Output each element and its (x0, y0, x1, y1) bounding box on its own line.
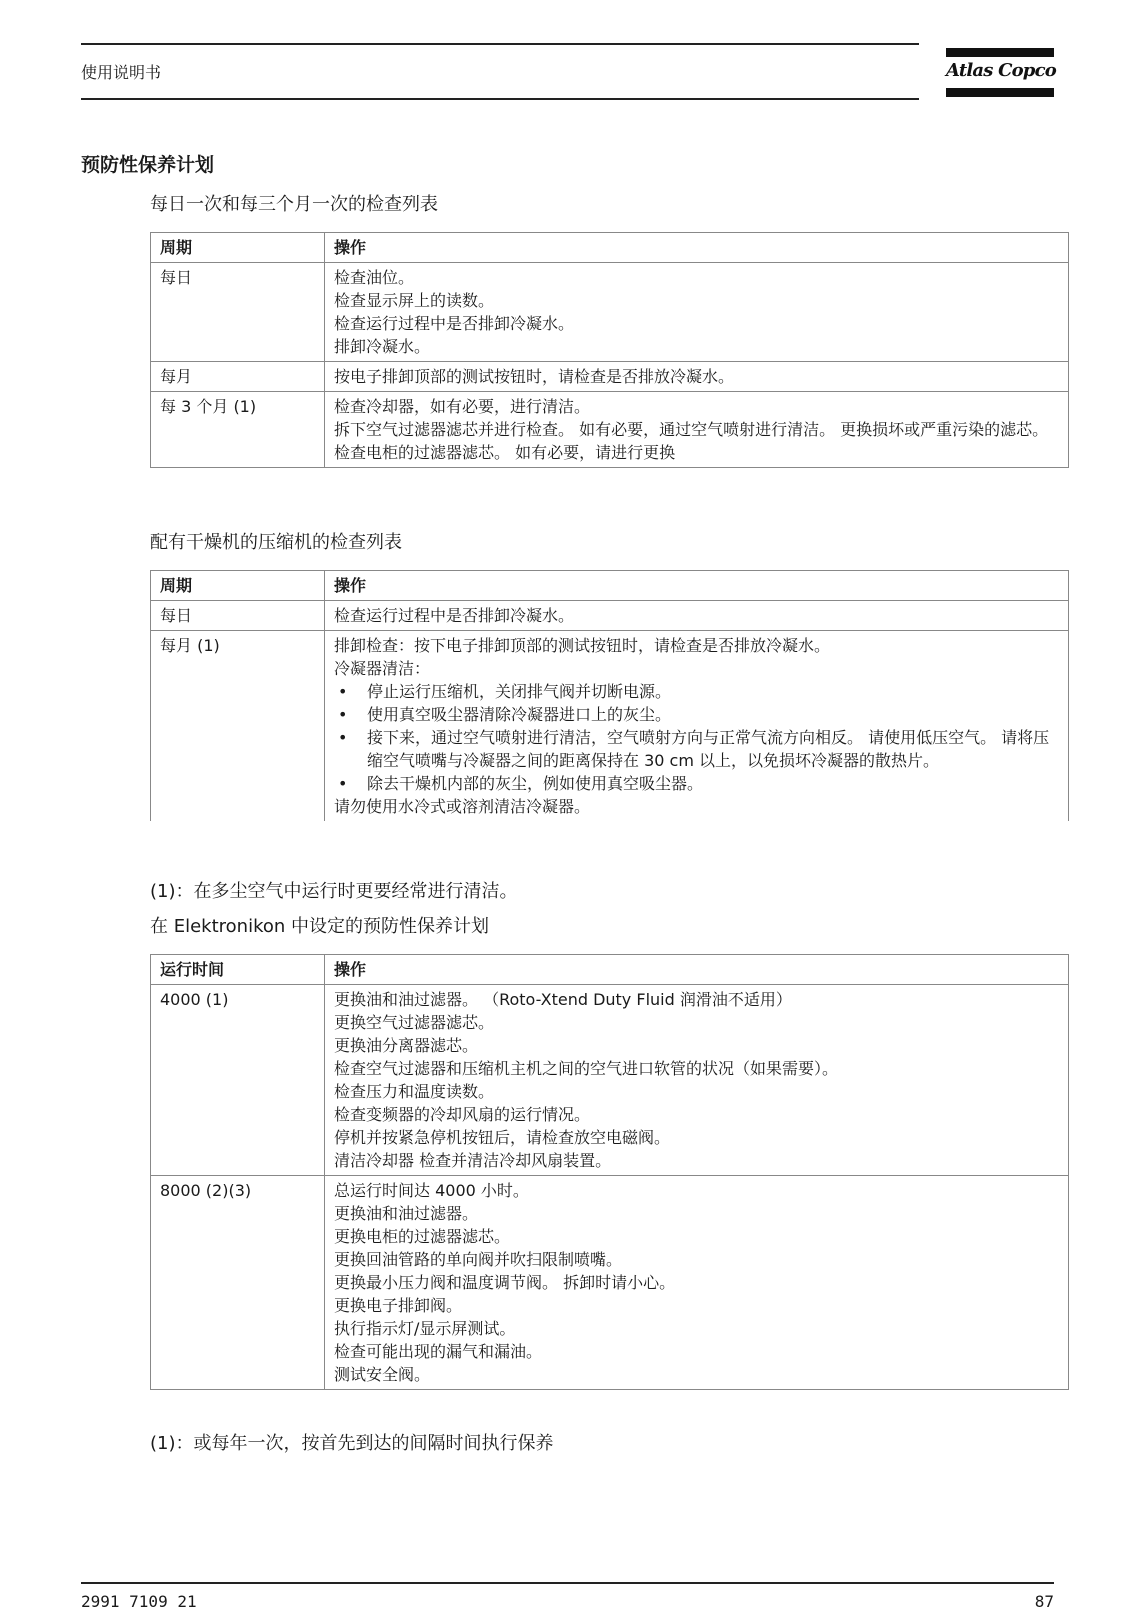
period-cell: 每日 (151, 601, 325, 631)
action-line: 检查压力和温度读数。 (334, 1082, 495, 1101)
bullet-dot-icon: • (338, 774, 348, 793)
bullet-item (334, 703, 1061, 726)
action-line: 更换油分离器滤芯。 (334, 1036, 479, 1055)
table-header-row (151, 955, 1069, 985)
table-row (151, 392, 1069, 468)
logo-bottom-bar (946, 88, 1054, 97)
action-line: 检查油位。 (334, 268, 415, 287)
action-line: 更换油和油过滤器。 (334, 1204, 479, 1223)
action-line: 请勿使用水冷式或溶剂清洁冷凝器。 (334, 797, 591, 816)
column-header-action: 操作 (325, 571, 1069, 601)
atlas-copco-logo (946, 48, 1054, 100)
action-cell (325, 985, 1069, 1176)
action-line: 总运行时间达 4000 小时。 (334, 1181, 529, 1200)
action-line: 更换最小压力阀和温度调节阀。 拆卸时请小心。 (334, 1273, 676, 1292)
table-row (151, 985, 1069, 1176)
dryer-compressor-checklist-table (150, 570, 1069, 821)
action-line: 执行指示灯/显示屏测试。 (334, 1319, 516, 1338)
action-line: 更换电子排卸阀。 (334, 1296, 463, 1315)
bullet-text: 接下来，通过空气喷射进行清洁，空气喷射方向与正常气流方向相反。 请使用低压空气。 请将压缩空气喷嘴与冷凝器之间的距离保持在 30 cm 以上，以免损坏冷凝器的散热片。 (367, 728, 1050, 770)
action-line: 测试安全阀。 (334, 1365, 431, 1384)
bullet-dot-icon: • (338, 705, 348, 724)
daily-quarterly-checklist-table (150, 232, 1069, 468)
period-cell: 8000 (2)(3) (151, 1176, 325, 1390)
table-row (151, 601, 1069, 631)
footnote-dusty-air: (1)：在多尘空气中运行时更要经常进行清洁。 (150, 881, 518, 902)
period-cell: 每日 (151, 263, 325, 362)
column-header-period: 周期 (151, 233, 325, 263)
period-cell: 4000 (1) (151, 985, 325, 1176)
action-line: 拆下空气过滤器滤芯并进行检查。 如有必要，通过空气喷射进行清洁。 更换损坏或严重污染的滤芯。 (334, 420, 1049, 439)
header-top-rule (81, 43, 919, 45)
period-cell: 每 3 个月 (1) (151, 392, 325, 468)
bullet-text: 使用真空吸尘器清除冷凝器进口上的灰尘。 (367, 705, 672, 724)
bullet-item (334, 772, 1061, 795)
bullet-dot-icon: • (338, 728, 348, 747)
column-header-action: 操作 (325, 955, 1069, 985)
action-line: 检查冷却器，如有必要，进行清洁。 (334, 397, 591, 416)
column-header-running-hours: 运行时间 (151, 955, 325, 985)
bullet-item (334, 680, 1061, 703)
section-title: 预防性保养计划 (81, 154, 215, 176)
action-line: 冷凝器清洁： (334, 659, 431, 678)
table-row (151, 1176, 1069, 1390)
action-line: 清洁冷却器 检查并清洁冷却风扇装置。 (334, 1151, 612, 1170)
column-header-period: 周期 (151, 571, 325, 601)
table-row (151, 263, 1069, 362)
action-line: 检查电柜的过滤器滤芯。 如有必要，请进行更换 (334, 443, 676, 462)
action-line: 更换油和油过滤器。 （Roto-Xtend Duty Fluid 润滑油不适用） (334, 990, 792, 1009)
table-row (151, 631, 1069, 822)
footer-rule (81, 1582, 1054, 1584)
action-line: 排卸检查：按下电子排卸顶部的测试按钮时，请检查是否排放冷凝水。 (334, 636, 831, 655)
action-cell (325, 1176, 1069, 1390)
table-row (151, 362, 1069, 392)
action-line: 更换回油管路的单向阀并吹扫限制喷嘴。 (334, 1250, 623, 1269)
action-line: 检查显示屏上的读数。 (334, 291, 495, 310)
table-header-row (151, 233, 1069, 263)
action-cell: 检查运行过程中是否排卸冷凝水。 (325, 601, 1069, 631)
action-line: 检查可能出现的漏气和漏油。 (334, 1342, 543, 1361)
column-header-action: 操作 (325, 233, 1069, 263)
action-line: 按电子排卸顶部的测试按钮时，请检查是否排放冷凝水。 (334, 367, 735, 386)
document-header-title: 使用说明书 (81, 63, 162, 82)
page-number: 87 (1034, 1592, 1054, 1611)
action-line: 更换电柜的过滤器滤芯。 (334, 1227, 511, 1246)
action-cell (325, 263, 1069, 362)
action-line: 检查空气过滤器和压缩机主机之间的空气进口软管的状况（如果需要）。 (334, 1059, 839, 1078)
action-line: 更换空气过滤器滤芯。 (334, 1013, 495, 1032)
elektronikon-service-plan-table (150, 954, 1069, 1390)
action-cell (325, 392, 1069, 468)
action-cell (325, 362, 1069, 392)
period-cell: 每月 (151, 362, 325, 392)
document-number: 2991 7109 21 (81, 1592, 197, 1611)
action-line: 停机并按紧急停机按钮后，请检查放空电磁阀。 (334, 1128, 671, 1147)
action-line: 检查变频器的冷却风扇的运行情况。 (334, 1105, 591, 1124)
action-line: 检查运行过程中是否排卸冷凝水。 (334, 314, 575, 333)
bullet-item (334, 726, 1061, 772)
bullet-dot-icon: • (338, 682, 348, 701)
bullet-text: 除去干燥机内部的灰尘，例如使用真空吸尘器。 (367, 774, 704, 793)
action-cell (325, 631, 1069, 822)
table-header-row (151, 571, 1069, 601)
footnote-annual-interval: (1)：或每年一次，按首先到达的间隔时间执行保养 (150, 1433, 554, 1454)
table2-caption: 配有干燥机的压缩机的检查列表 (150, 532, 402, 553)
period-cell: 每月 (1) (151, 631, 325, 822)
action-line: 排卸冷凝水。 (334, 337, 431, 356)
table3-caption: 在 Elektronikon 中设定的预防性保养计划 (150, 916, 490, 937)
bullet-text: 停止运行压缩机，关闭排气阀并切断电源。 (367, 682, 672, 701)
logo-wordmark: Atlas Copco (946, 60, 1056, 81)
header-bottom-rule (81, 98, 919, 100)
logo-top-bar (946, 48, 1054, 57)
table1-caption: 每日一次和每三个月一次的检查列表 (150, 194, 438, 215)
